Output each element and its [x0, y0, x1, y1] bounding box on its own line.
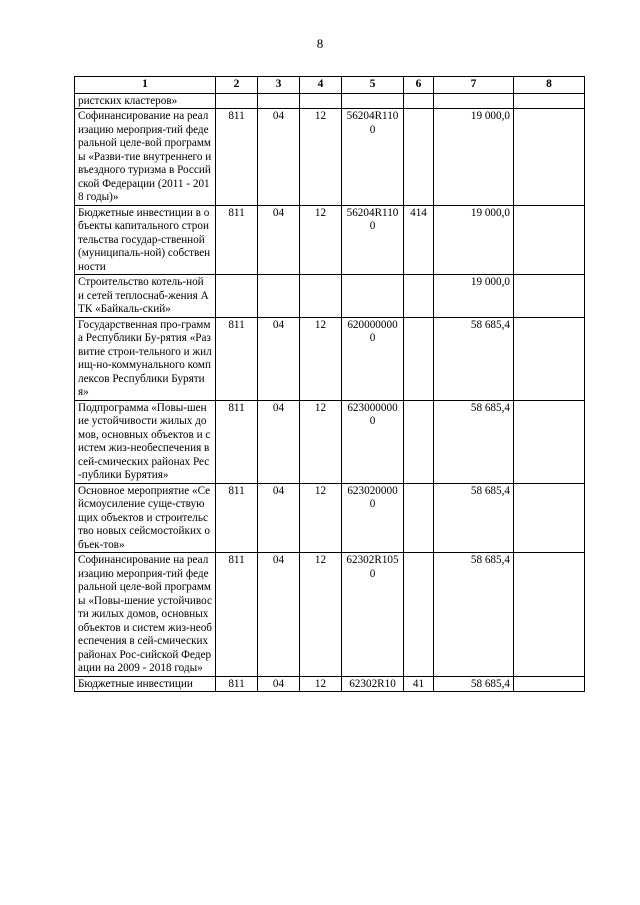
cell-col-8 — [514, 275, 585, 318]
cell-col-3 — [258, 93, 300, 109]
cell-col-8 — [514, 483, 585, 553]
row-cofinancing-tourism — [75, 109, 585, 206]
cell-col-7: 19 000,0 — [434, 109, 514, 206]
cell-col-7: 58 685,4 — [434, 317, 514, 400]
cell-col-7: 19 000,0 — [434, 205, 514, 275]
cell-col-6 — [404, 400, 434, 483]
cell-col-6 — [404, 109, 434, 206]
cell-col-4: 12 — [300, 109, 342, 206]
cell-col-3: 04 — [258, 676, 300, 692]
cell-col-4: 12 — [300, 205, 342, 275]
row-subprogram-seismic — [75, 400, 585, 483]
column-header: 1 — [75, 77, 216, 94]
cell-col-2: 811 — [216, 553, 258, 677]
row-cofinancing-seismic — [75, 553, 585, 677]
cell-col-7: 58 685,4 — [434, 483, 514, 553]
cell-col-5: 56204R1100 — [342, 109, 404, 206]
cell-col-4: 12 — [300, 553, 342, 677]
cell-col-2: 811 — [216, 676, 258, 692]
cell-col-3: 04 — [258, 109, 300, 206]
cell-col-2: 811 — [216, 205, 258, 275]
cell-col-5: 6230000000 — [342, 400, 404, 483]
row-label: ристских кластеров» — [75, 93, 216, 109]
row-label: Строительство котель-ной и сетей теплоснаб-жения АТК «Байкаль-ский» — [75, 275, 216, 318]
cell-col-7: 58 685,4 — [434, 676, 514, 692]
cell-col-8 — [514, 400, 585, 483]
header-row — [75, 77, 585, 94]
column-header: 8 — [514, 77, 585, 94]
cell-col-8 — [514, 93, 585, 109]
cell-col-8 — [514, 553, 585, 677]
cell-col-5: 56204R1100 — [342, 205, 404, 275]
cell-col-4: 12 — [300, 676, 342, 692]
column-header: 7 — [434, 77, 514, 94]
column-header: 2 — [216, 77, 258, 94]
row-budget-investments-tail — [75, 676, 585, 692]
row-boiler-construction — [75, 275, 585, 318]
cell-col-8 — [514, 317, 585, 400]
cell-col-6 — [404, 275, 434, 318]
cell-col-3: 04 — [258, 317, 300, 400]
cell-col-2 — [216, 93, 258, 109]
cell-col-4 — [300, 275, 342, 318]
cell-col-2: 811 — [216, 317, 258, 400]
column-header: 4 — [300, 77, 342, 94]
cell-col-5 — [342, 275, 404, 318]
cell-col-6 — [404, 317, 434, 400]
cell-col-4 — [300, 93, 342, 109]
row-clusters-tail — [75, 93, 585, 109]
cell-col-2: 811 — [216, 400, 258, 483]
row-state-program-construction — [75, 317, 585, 400]
cell-col-8 — [514, 205, 585, 275]
cell-col-4: 12 — [300, 317, 342, 400]
cell-col-6 — [404, 483, 434, 553]
cell-col-5: 62302R10 — [342, 676, 404, 692]
cell-col-6 — [404, 93, 434, 109]
cell-col-7: 58 685,4 — [434, 400, 514, 483]
cell-col-2: 811 — [216, 483, 258, 553]
cell-col-5: 6230200000 — [342, 483, 404, 553]
row-label: Основное мероприятие «Сейсмоусиление суще-ствующих объектов и строительство новых сейсмостойких объек-тов» — [75, 483, 216, 553]
cell-col-6: 414 — [404, 205, 434, 275]
cell-col-3: 04 — [258, 483, 300, 553]
row-label: Бюджетные инвестиции в объекты капитального строительства государ-ственной (муниципаль-ной) собственности — [75, 205, 216, 275]
cell-col-6: 41 — [404, 676, 434, 692]
budget-table — [74, 76, 585, 692]
row-main-measure-seismic — [75, 483, 585, 553]
row-label: Софинансирование на реализацию мероприя-тий федеральной целе-вой программы «Повы-шение устойчивости жилых домов, основных объектов и систем жиз-необеспечения в сей-смических районах Рос-сийской Федерации на 2009 - 2018 годы» — [75, 553, 216, 677]
table-body — [75, 93, 585, 692]
cell-col-8 — [514, 109, 585, 206]
cell-col-3: 04 — [258, 400, 300, 483]
row-budget-investments-414 — [75, 205, 585, 275]
cell-col-7 — [434, 93, 514, 109]
page-number: 8 — [316, 36, 324, 51]
row-label: Подпрограмма «Повы-шение устойчивости жилых домов, основных объектов и систем жиз-необеспечения в сей-смических районах Рес-публики Бурятия» — [75, 400, 216, 483]
cell-col-4: 12 — [300, 400, 342, 483]
cell-col-5: 62302R1050 — [342, 553, 404, 677]
cell-col-5 — [342, 93, 404, 109]
cell-col-2 — [216, 275, 258, 318]
cell-col-3: 04 — [258, 553, 300, 677]
column-header: 5 — [342, 77, 404, 94]
column-header: 3 — [258, 77, 300, 94]
cell-col-3: 04 — [258, 205, 300, 275]
cell-col-3 — [258, 275, 300, 318]
row-label: Бюджетные инвестиции — [75, 676, 216, 692]
column-header: 6 — [404, 77, 434, 94]
cell-col-4: 12 — [300, 483, 342, 553]
cell-col-7: 58 685,4 — [434, 553, 514, 677]
cell-col-2: 811 — [216, 109, 258, 206]
row-label: Софинансирование на реализацию мероприя-тий федеральной целе-вой программы «Разви-тие внутреннего и въездного туризма в Российской Федерации (2011 - 2018 годы)» — [75, 109, 216, 206]
cell-col-8 — [514, 676, 585, 692]
cell-col-7: 19 000,0 — [434, 275, 514, 318]
row-label: Государственная про-грамма Республики Бу-рятия «Развитие строи-тельного и жилищ-но-коммунального комплексов Республики Бурятия» — [75, 317, 216, 400]
cell-col-6 — [404, 553, 434, 677]
cell-col-5: 6200000000 — [342, 317, 404, 400]
